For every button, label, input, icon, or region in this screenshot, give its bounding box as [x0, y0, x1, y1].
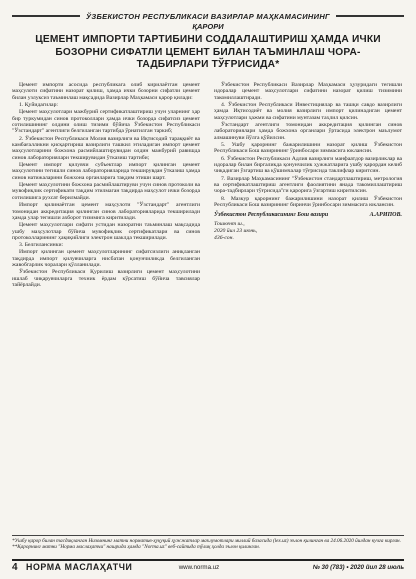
paragraph: 7. Вазирлар Маҳкамасининг "Ўзбекистон стандартлаштириш, метрология ва сертификатлаштириш агентлиги фаолиятини янада такомиллаштириш чора-тадбирлари тўғрисида"ги қарорига ўзгартиш киритилсин. — [214, 175, 402, 195]
paragraph: 8. Мазкур қарорнинг бажарилишини назорат қилиш Ўзбекистон Республикаси Бош вазирининг биринчи ўринбосари зиммасига юклансин. — [214, 195, 402, 209]
paragraph: Импорт қилинаётган цемент маҳсулоти "Ўзстандарт" агентлиги томонидан аккредитация қилинган синов лабораторияларида текширилади ҳамда улар тегишли ахборот тизимига киритилади. — [12, 202, 200, 221]
paragraph: 6. Ўзбекистон Республикаси Адлия вазирлиги манфаатдор вазирликлар ва идоралар билан биргаликда қонунчилик ҳужжатларига ушбу қарордан келиб чиқадиган ўзгартиш ва қўшимчалар тўғрисида таклифлар киритсин. — [214, 155, 402, 175]
ministry-heading: ЎЗБЕКИСТОН РЕСПУБЛИКАСИ ВАЗИРЛАР МАҲКАМАСИНИНГ — [86, 11, 330, 21]
footnote: **Қарорнинг матни "Норма маслаҳатчи" нашрида ҳамда "Norma.uz" веб-сайтида тўлиқ ҳолда эълон қилинган. — [12, 543, 260, 550]
paragraph: Ўзбекистон Республикаси Вазирлар Маҳкамаси ҳузуридаги тегишли идоралар цемент маҳсулотлари сифатини назорат қилиш тизимини такомиллаштиради. — [214, 82, 402, 101]
header-bar — [12, 10, 404, 22]
paragraph: Цемент импорти асосида республикага олиб кирилаётган цемент маҳсулоти сифатини назорат қилиш, ҳамда ички бозорни сифатли цемент билан узлуксиз таъминлаш мақсадида Вазирлар Маҳкамаси қарор қилади: — [12, 82, 200, 101]
signature-role: Ўзбекистон Республикасининг Бош вазири — [214, 211, 329, 218]
paragraph: 1. Қуйидагилар: — [19, 102, 58, 109]
paragraph: Ўзбекистон Республикаси Қурилиш вазирлиги цемент маҳсулотини ишлаб чиқарувчиларга техник ёрдам кўрсатиш бўйича тавсиялар тайёрлайди. — [12, 269, 200, 289]
right-column — [214, 82, 402, 242]
paragraph: Ўзстандарт агентлиги томонидан аккредитация қилинган синов лабораториялари ҳамда божхона органлари ўртасида электрон маълумот алмашинуви йўлга қўйилсин. — [214, 122, 402, 141]
meta-number: 436-сон. — [214, 234, 234, 241]
footnotes — [12, 535, 404, 550]
paragraph: 2. Ўзбекистон Республикаси Молия вазирлиги ва Иқтисодий тараққиёт ва камбағалликни қисқартириш вазирлиги ташкил этиладиган импорт цемент маҳсулотларини божхона расмийлаштирувидан олдин мажбурий равишда синов лабораториялари текширувидан ўтказиш тартиби; — [12, 135, 200, 161]
left-column — [12, 82, 200, 289]
document-title: ЦЕМЕНТ ИМПОРТИ ТАРТИБИНИ СОДДАЛАШТИРИШ ҲАМДА ИЧКИ БОЗОРНИ СИФАТЛИ ЦЕМЕНТ БИЛАН ТАЪМИНЛАШ ЧОРА-ТАДБИРЛАРИ ТЎҒРИСИДА* — [35, 34, 381, 70]
meta-date: 2020 йил 23 июнь, — [214, 227, 258, 234]
paragraph: Цемент импорт қилувчи субъектлар импорт қилинган цемент маҳсулотини тегишли синов лабораторияларида текширувдан ўтказиш ҳамда синов натижаларини божхона органларига тақдим этиши шарт. — [12, 162, 200, 181]
paragraph: Импорт қилинган цемент маҳсулотларининг сифатсизлиги аниқланган тақдирда импорт қилувчиларга нисбатан қонунчиликда белгиланган жавобгарлик чоралари қўлланилади. — [12, 249, 200, 269]
meta-city: Тошкент ш., — [214, 220, 245, 227]
paragraph: Цемент маҳсулотлари сифати устидан назоратни таъминлаш мақсадида ушбу маҳсулотлар бўйича мувофиқлик сертификатлари ва синов протоколларининг ҳақиқийлиги электрон шаклда текширилади. — [12, 222, 200, 241]
decision-label: ҚАРОРИ — [192, 22, 224, 31]
header-rule — [12, 15, 80, 17]
page-footer — [12, 559, 404, 573]
paragraph: Цемент маҳсулотини божхона расмийлаштируви учун синов протоколи ва мувофиқлик сертификати тақдим этилмаган тақдирда маҳсулот ички бозорда сотилишига рухсат берилмайди. — [12, 182, 200, 201]
page-number: 4 — [12, 561, 18, 573]
paragraph: 3. Белгилансинки: — [19, 242, 64, 249]
signature-name: А.АРИПОВ. — [369, 211, 402, 218]
document-meta — [214, 221, 402, 242]
footnote: *Ушбу қарор билан тасдиқланган Низомнинг матни норматив-ҳуқуқий ҳужжатлар маълумотлари миллий базасида (lex.uz) эълон қилинган ва 24.06.2020 йилдан кучга кирган. — [12, 537, 401, 544]
website-link[interactable]: www.norma.uz — [178, 563, 220, 571]
publication-name: НОРМА МАСЛАҲАТЧИ — [26, 562, 133, 572]
paragraph: Цемент маҳсулотлари мажбурий сертификатлаштириш учун уларнинг ҳар бир туркумидан синов протоколлари ҳамда ички бозорда сифатсиз цемент сотилишининг олдини олиш тизими бўйича Ўзбекистон Республикаси "Ўзстандарт" агентлиги белгиланган тартибда ўрнатилган таркиб; — [12, 109, 200, 135]
issue-info: № 30 (783) • 2020 йил 28 июль — [312, 563, 404, 571]
paragraph: 5. Ушбу қарорнинг бажарилишини назорат қилиш Ўзбекистон Республикаси Бош вазирининг ўринбосари зиммасига юклансин. — [214, 142, 402, 155]
header-rule — [336, 15, 404, 17]
signature-block — [214, 212, 402, 218]
paragraph: 4. Ўзбекистон Республикаси Инвестициялар ва ташқи савдо вазирлиги ҳамда Иқтисодиёт ва молия вазирлиги импорт қилинадиган цемент маҳсулотлари ҳажми ва сифатини мунтазам таҳлил қилсин. — [214, 102, 402, 121]
